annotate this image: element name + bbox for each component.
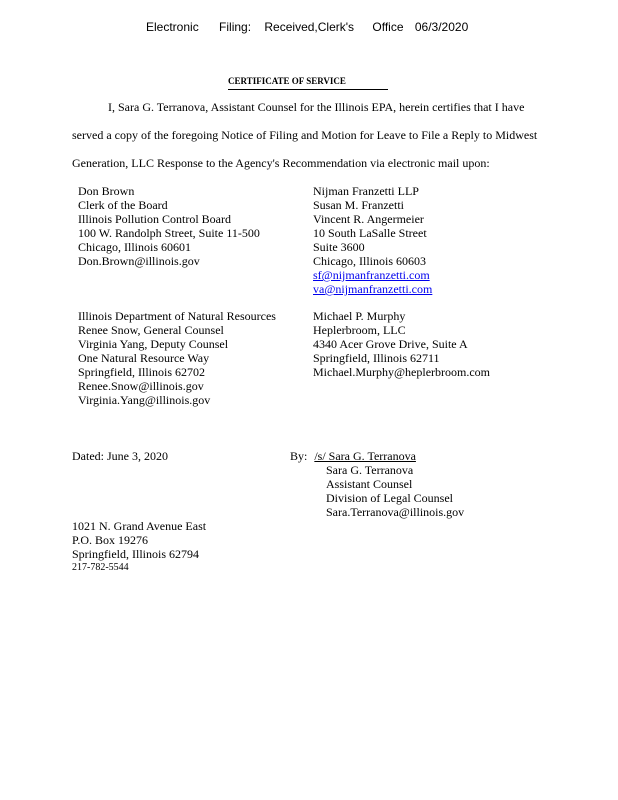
header-electronic: Electronic xyxy=(146,20,199,34)
recipient-heplerbroom xyxy=(313,309,490,379)
recipient-line: Springfield, Illinois 62711 xyxy=(313,351,440,365)
recipient-line: Chicago, Illinois 60601 xyxy=(78,240,191,254)
recipient-email: Don.Brown@illinois.gov xyxy=(78,254,200,268)
signature-electronic: /s/ Sara G. Terranova xyxy=(314,449,416,463)
email-link-va[interactable]: va@nijmanfranzetti.com xyxy=(313,282,433,296)
recipient-email: Michael.Murphy@heplerbroom.com xyxy=(313,365,491,379)
sender-phone: 217-782-5544 xyxy=(72,562,129,573)
recipient-line: Michael P. Murphy xyxy=(313,309,406,323)
recipient-line: Springfield, Illinois 62702 xyxy=(78,365,205,379)
recipient-nijman-franzetti xyxy=(313,184,432,296)
recipient-line: Vincent R. Angermeier xyxy=(313,212,424,226)
recipient-line: Illinois Pollution Control Board xyxy=(78,212,232,226)
recipient-idnr xyxy=(78,309,276,407)
signature-block xyxy=(326,463,464,519)
header-filing: Filing: xyxy=(219,20,252,34)
recipient-board-clerk xyxy=(78,184,260,268)
recipient-line: Chicago, Illinois 60603 xyxy=(313,254,426,268)
address-line: Springfield, Illinois 62794 xyxy=(72,547,199,561)
signer-title: Assistant Counsel xyxy=(326,477,413,491)
recipient-line: Don Brown xyxy=(78,184,135,198)
body-line-2: served a copy of the foregoing Notice of Filing and Motion for Leave to File a Reply to Midwest xyxy=(72,128,538,142)
signer-email: Sara.Terranova@illinois.gov xyxy=(326,505,465,519)
recipient-line: Heplerbroom, LLC xyxy=(313,323,406,337)
recipient-line: 10 South LaSalle Street xyxy=(313,226,427,240)
email-link-sf[interactable]: sf@nijmanfranzetti.com xyxy=(313,268,430,282)
recipient-line: 4340 Acer Grove Drive, Suite A xyxy=(313,337,468,351)
dated-line: Dated: June 3, 2020 xyxy=(72,449,168,463)
address-line: 1021 N. Grand Avenue East xyxy=(72,519,207,533)
recipient-line: Illinois Department of Natural Resources xyxy=(78,309,276,323)
signer-division: Division of Legal Counsel xyxy=(326,491,453,505)
document-title: CERTIFICATE OF SERVICE xyxy=(228,74,388,90)
recipient-line: Suite 3600 xyxy=(313,240,365,254)
filing-stamp-header xyxy=(146,20,468,34)
sender-address xyxy=(72,519,206,561)
recipient-line: Virginia Yang, Deputy Counsel xyxy=(78,337,229,351)
recipient-line: Clerk of the Board xyxy=(78,198,168,212)
header-office: Office xyxy=(372,20,404,34)
recipient-email: Renee.Snow@illinois.gov xyxy=(78,379,204,393)
body-line-3: Generation, LLC Response to the Agency's Recommendation via electronic mail upon: xyxy=(72,156,490,170)
recipient-line: Nijman Franzetti LLP xyxy=(313,184,419,198)
signature-by-line xyxy=(290,449,416,463)
address-line: P.O. Box 19276 xyxy=(72,533,149,547)
header-date: 06/3/2020 xyxy=(414,20,469,34)
signer-name: Sara G. Terranova xyxy=(326,463,414,477)
header-received: Received,Clerk's xyxy=(264,20,355,34)
signature-by-label: By: xyxy=(290,449,308,463)
recipient-email: Virginia.Yang@illinois.gov xyxy=(78,393,211,407)
recipient-line: Susan M. Franzetti xyxy=(313,198,404,212)
recipient-line: Renee Snow, General Counsel xyxy=(78,323,224,337)
body-line-1: I, Sara G. Terranova, Assistant Counsel for the Illinois EPA, herein certifies that I have xyxy=(108,100,525,114)
recipient-line: 100 W. Randolph Street, Suite 11-500 xyxy=(78,226,260,240)
recipient-line: One Natural Resource Way xyxy=(78,351,210,365)
